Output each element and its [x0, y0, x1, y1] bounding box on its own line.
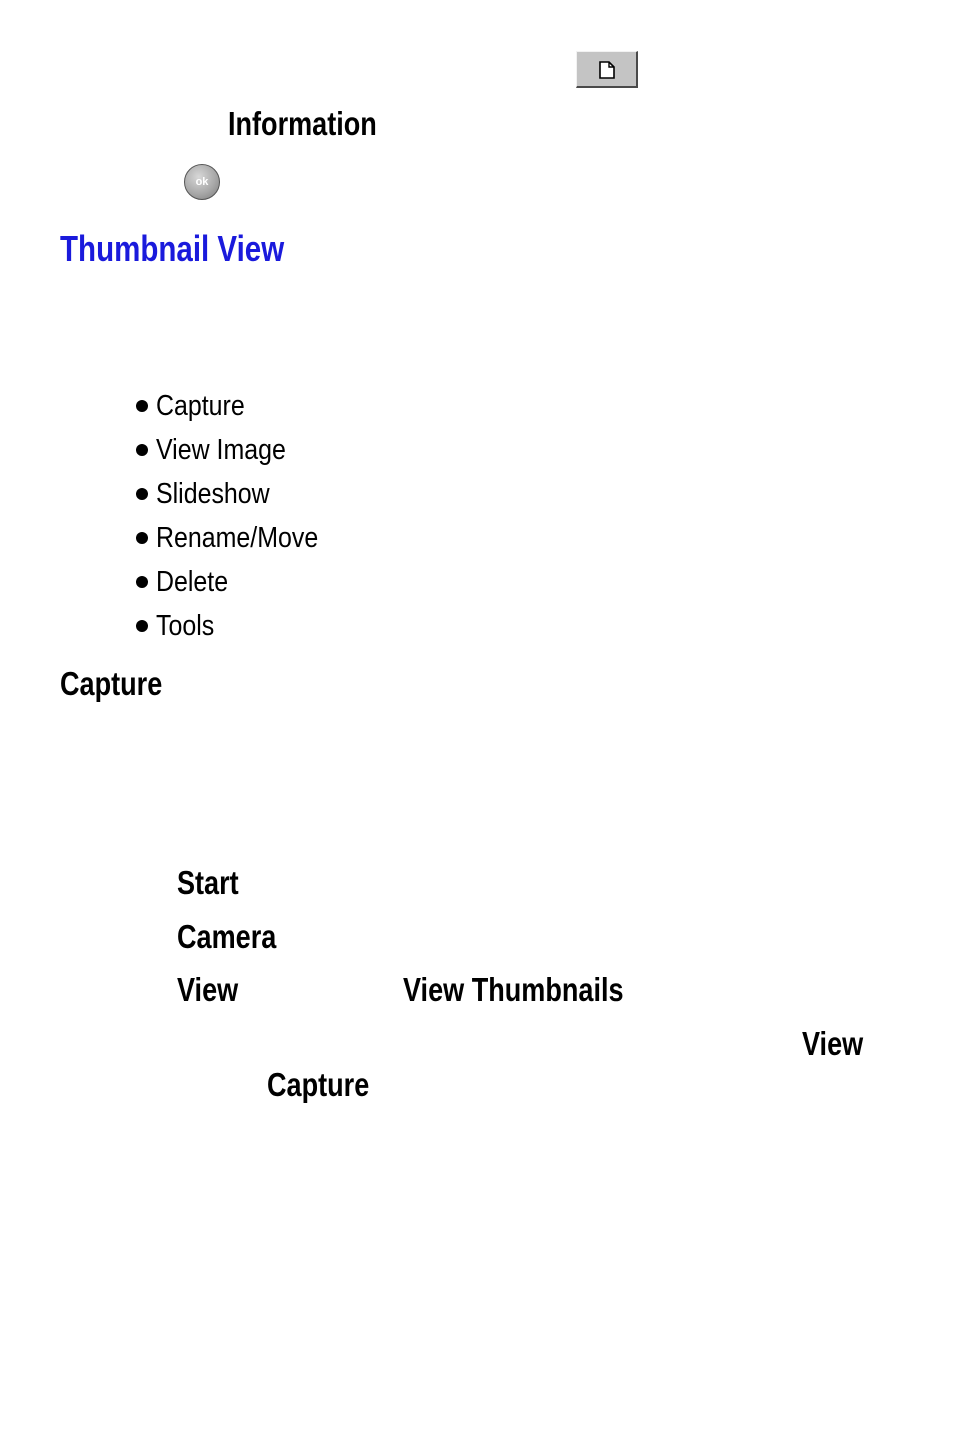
capture-subheading: Capture — [60, 665, 163, 702]
note-view-label: View — [802, 1025, 864, 1062]
list-item-label: Capture — [156, 390, 245, 422]
information-button[interactable] — [576, 51, 638, 88]
bullet-icon — [136, 488, 148, 500]
ok-button-label: ok — [195, 176, 209, 188]
list-item-label: Delete — [156, 566, 229, 598]
bullet-icon — [136, 532, 148, 544]
list-item-label: Slideshow — [156, 478, 270, 510]
step-view-thumbnails-label: View Thumbnails — [403, 971, 624, 1008]
list-item-label: Rename/Move — [156, 522, 319, 554]
bullet-icon — [136, 620, 148, 632]
section-title: Thumbnail View — [60, 228, 285, 269]
note-capture-label: Capture — [267, 1066, 370, 1103]
step-start-label: Start — [177, 864, 239, 901]
list-item-label: View Image — [156, 434, 286, 466]
bullet-icon — [136, 444, 148, 456]
list-item-label: Tools — [156, 610, 215, 642]
ok-button[interactable] — [184, 164, 220, 200]
document-icon — [598, 61, 616, 79]
bullet-icon — [136, 400, 148, 412]
step-camera-label: Camera — [177, 918, 277, 955]
step-view-label: View — [177, 971, 239, 1008]
information-label: Information — [228, 105, 377, 142]
bullet-icon — [136, 576, 148, 588]
